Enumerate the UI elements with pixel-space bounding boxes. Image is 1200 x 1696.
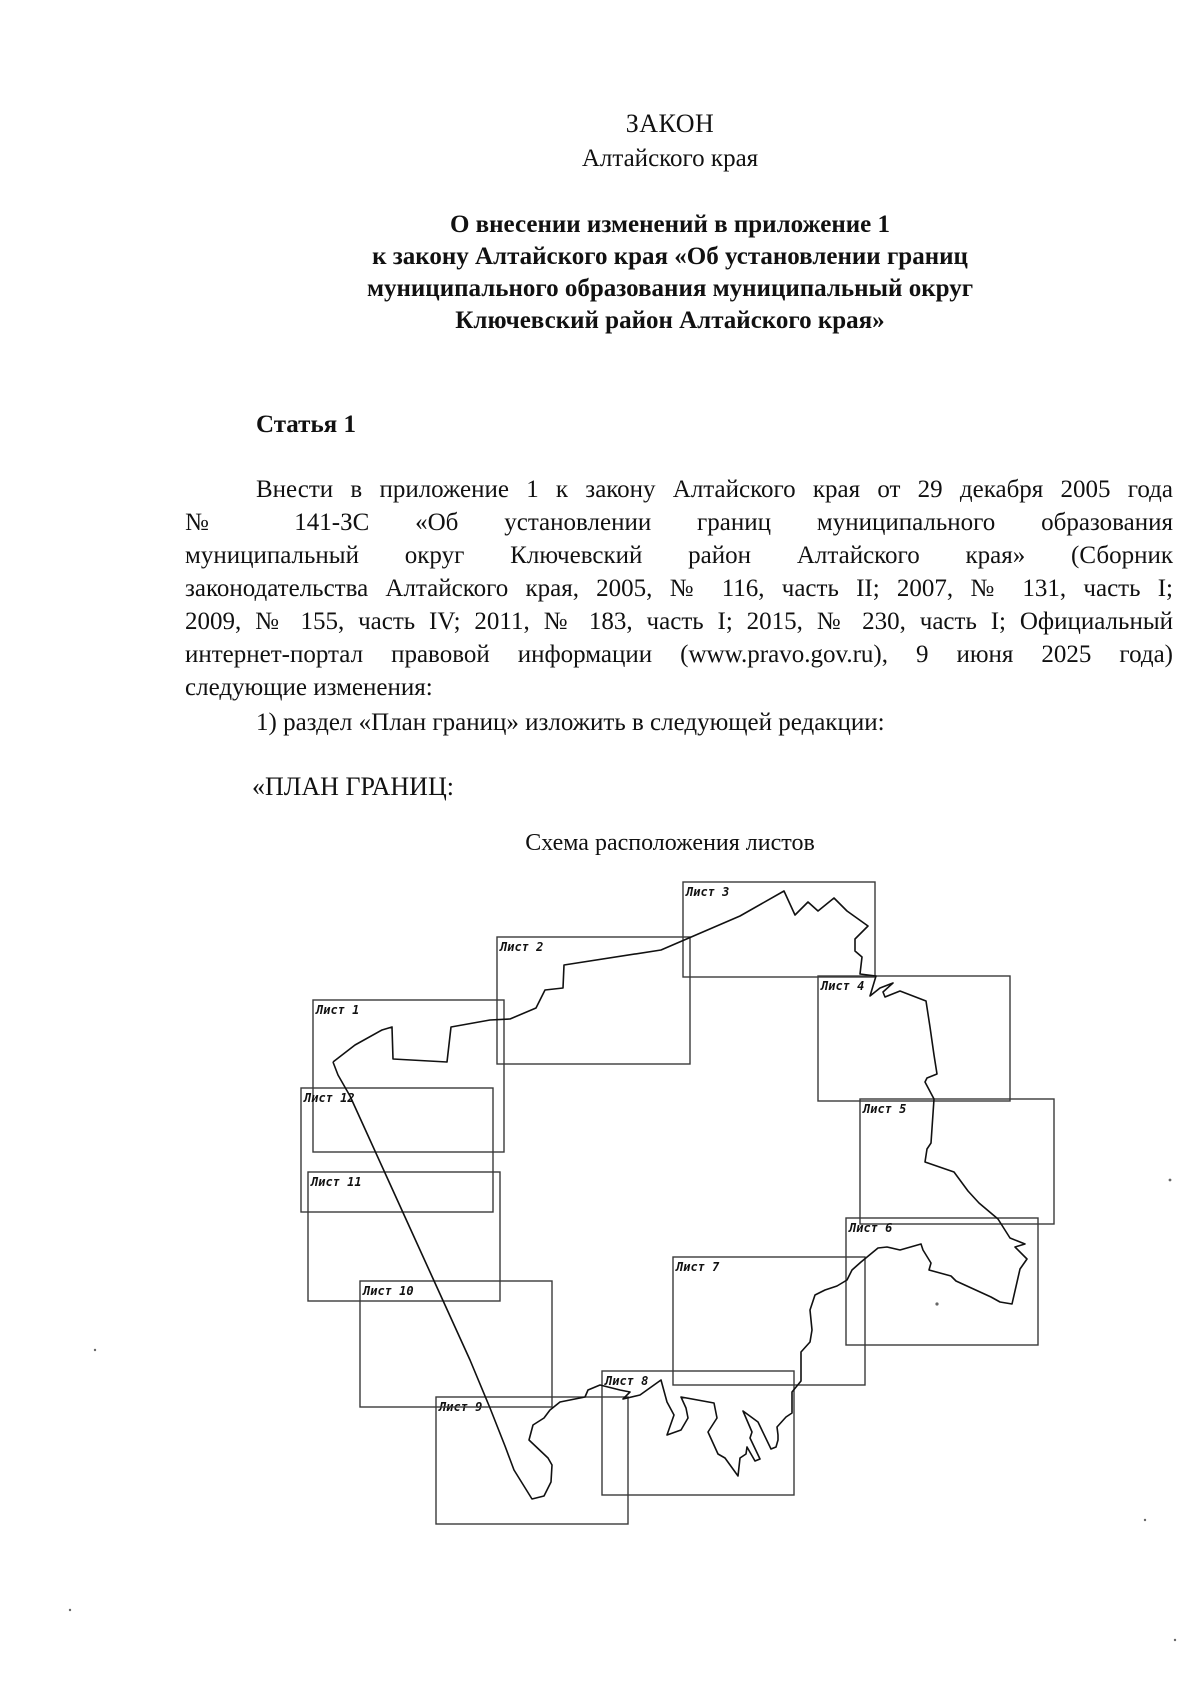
paragraph-line: Внести в приложение 1 к закону Алтайского края от 29 декабря 2005 года — [256, 476, 1173, 503]
sheet-rect — [860, 1099, 1054, 1224]
paragraph-line: № 141-ЗС «Об установлении границ муниципального образования — [185, 509, 1173, 536]
paragraph-line: следующие изменения: — [185, 674, 433, 701]
sheet-label: Лист 1 — [316, 1003, 360, 1017]
sheet-rect — [360, 1281, 552, 1407]
sheet-rect — [436, 1397, 628, 1524]
sheet-frame-8 — [602, 1371, 794, 1495]
law-title-line: муниципального образования муниципальный округ — [366, 275, 974, 302]
sheet-frame-9 — [436, 1397, 628, 1524]
sheet-frame-10 — [360, 1281, 552, 1407]
document-type: ЗАКОН — [625, 109, 715, 138]
sheet-frame-4 — [818, 976, 1010, 1101]
scan-speck — [1169, 1179, 1172, 1182]
plan-heading: «ПЛАН ГРАНИЦ: — [252, 772, 454, 801]
article-heading: Статья 1 — [256, 411, 356, 438]
sheet-rect — [673, 1257, 865, 1385]
sheet-rect — [497, 937, 690, 1064]
sheet-label: Лист 3 — [686, 885, 730, 899]
sheet-label: Лист 6 — [849, 1221, 893, 1235]
sheet-label: Лист 4 — [821, 979, 865, 993]
sheet-label: Лист 10 — [363, 1284, 414, 1298]
law-title-line: к закону Алтайского края «Об установлении границ — [372, 243, 968, 270]
sheet-label: Лист 12 — [304, 1091, 355, 1105]
sheet-label: Лист 11 — [311, 1175, 362, 1189]
sheet-label: Лист 9 — [439, 1400, 483, 1414]
sheet-frame-7 — [673, 1257, 865, 1385]
sheet-rect — [818, 976, 1010, 1101]
sheet-frames — [301, 882, 1054, 1524]
scan-speck — [94, 1349, 96, 1351]
paragraph-line: 2009, № 155, часть IV; 2011, № 183, часть I; 2015, № 230, часть I; Официальный — [185, 608, 1173, 635]
sheet-frame-3 — [683, 882, 875, 977]
sheet-frame-12 — [301, 1088, 493, 1212]
scheme-title: Схема расположения листов — [525, 830, 815, 856]
sheet-label: Лист 2 — [500, 940, 544, 954]
document-region: Алтайского края — [581, 145, 759, 172]
paragraph-line: интернет-портал правовой информации (www.pravo.gov.ru), 9 июня 2025 года) — [185, 641, 1173, 668]
scan-speck — [1144, 1519, 1146, 1521]
law-title-line: Ключевский район Алтайского края» — [455, 307, 885, 334]
scan-speck — [69, 1609, 71, 1611]
amendment-item: 1) раздел «План границ» изложить в следующей редакции: — [256, 709, 885, 736]
sheet-frame-2 — [497, 937, 690, 1064]
sheet-frame-5 — [860, 1099, 1054, 1224]
sheet-label: Лист 8 — [605, 1374, 649, 1388]
sheet-label: Лист 7 — [676, 1260, 720, 1274]
scan-speck — [1174, 1639, 1176, 1641]
sheet-label: Лист 5 — [863, 1102, 907, 1116]
boundary-line — [333, 891, 1027, 1499]
sheet-rect — [301, 1088, 493, 1212]
scan-speck — [935, 1302, 938, 1305]
paragraph-line: законодательства Алтайского края, 2005, № 116, часть II; 2007, № 131, часть I; — [185, 575, 1173, 602]
sheet-rect — [602, 1371, 794, 1495]
law-title-line: О внесении изменений в приложение 1 — [449, 211, 891, 238]
paragraph-line: муниципальный округ Ключевский район Алтайского края» (Сборник — [185, 542, 1173, 569]
